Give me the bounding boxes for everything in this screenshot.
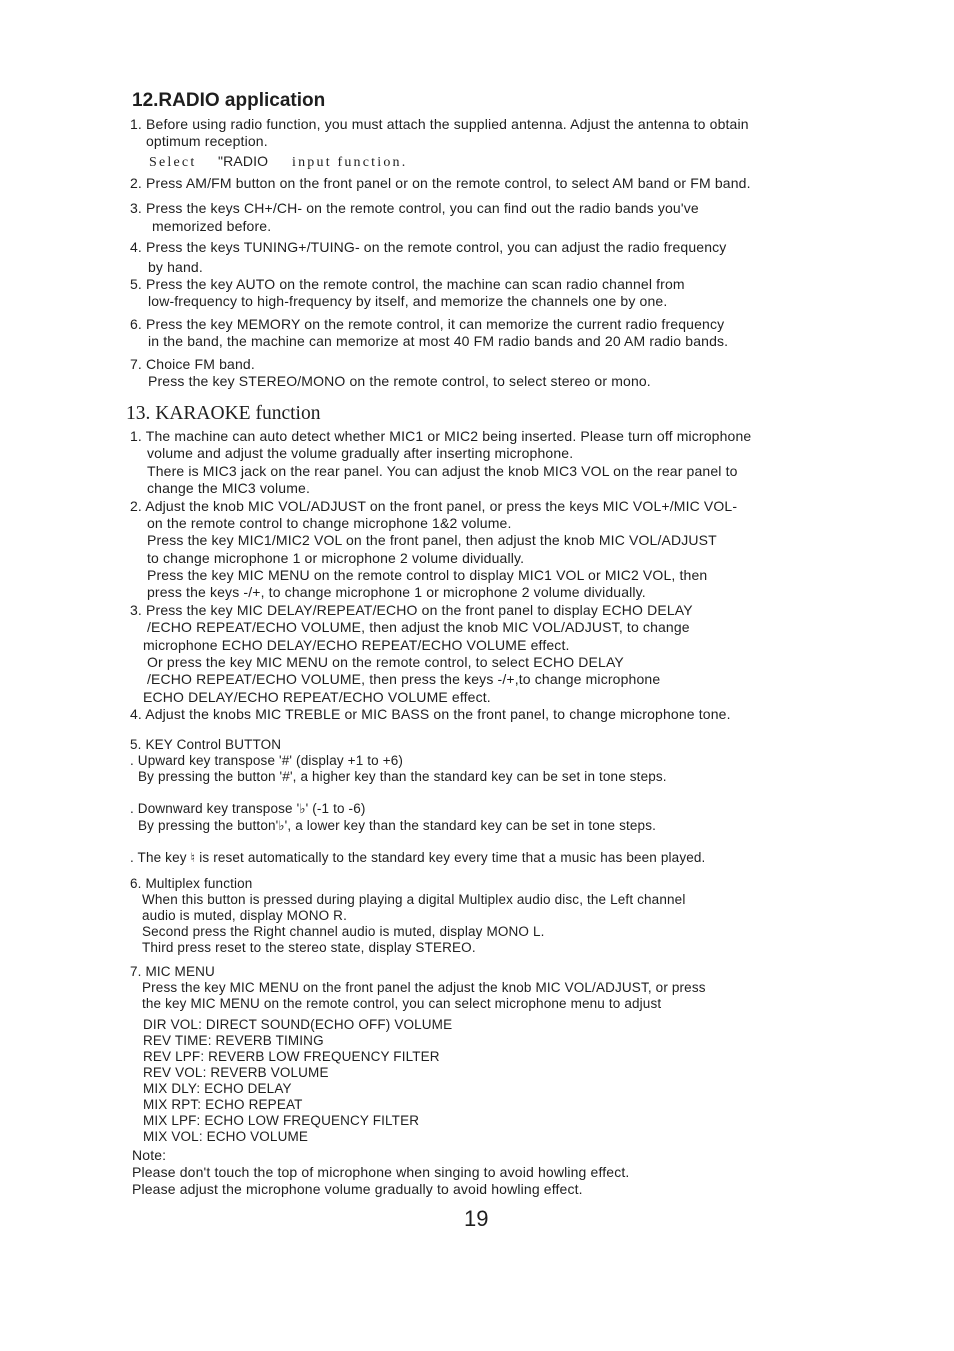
note-line-1: Please don't touch the top of microphone when singing to avoid howling effect. (132, 1164, 630, 1180)
page-number: 19 (464, 1206, 489, 1231)
flat-icon: ♭ (299, 802, 306, 817)
key-down-desc: By pressing the button'♭', a lower key than the standard key can be set in tone steps. (138, 818, 657, 834)
karaoke-line-15: /ECHO REPEAT/ECHO VOLUME, then press the keys -/+,to change microphone (147, 671, 661, 687)
radio-line-10: 6. Press the key MEMORY on the remote control, it can memorize the current radio frequency (130, 316, 725, 332)
key-reset-line: . The key ♮ is reset automatically to the standard key every time that a music has been played. (130, 850, 706, 866)
radio-select-input: input function. (292, 155, 408, 170)
mic-menu-item-4: REV VOL: REVERB VOLUME (143, 1065, 329, 1080)
radio-select-radio: "RADIO (218, 153, 269, 169)
sharp-icon: # (281, 753, 290, 768)
radio-line-9: low-frequency to high-frequency by itself, and memorize the channels one by one. (148, 293, 668, 309)
radio-line-11: in the band, the machine can memorize at most 40 FM radio bands and 20 AM radio bands. (148, 333, 729, 349)
radio-line-13: Press the key STEREO/MONO on the remote control, to select stereo or mono. (148, 373, 651, 389)
radio-line-6: 4. Press the keys TUNING+/TUING- on the remote control, you can adjust the radio frequency (130, 239, 727, 255)
sharp-icon: # (282, 769, 290, 784)
radio-line-3: 2. Press AM/FM button on the front panel or on the remote control, to select AM band or FM band. (130, 175, 751, 191)
karaoke-line-17: 4. Adjust the knobs MIC TREBLE or MIC BASS on the front panel, to change microphone tone. (130, 706, 731, 722)
karaoke-line-11: 3. Press the key MIC DELAY/REPEAT/ECHO on the front panel to display ECHO DELAY (130, 602, 693, 618)
karaoke-line-10: press the keys -/+, to change microphone 1 or microphone 2 volume dividually. (147, 584, 646, 600)
note-line-2: Please adjust the microphone volume gradually to avoid howling effect. (132, 1181, 583, 1197)
mic-menu-line-2: Press the key MIC MENU on the front panel the adjust the knob MIC VOL/ADJUST, or press (142, 980, 706, 995)
multiplex-line-2: When this button is pressed during playing a digital Multiplex audio disc, the Left channel (142, 892, 686, 907)
karaoke-line-1: 1. The machine can auto detect whether MIC1 or MIC2 being inserted. Please turn off microphone (130, 428, 752, 444)
karaoke-heading: 13. KARAOKE function (126, 403, 321, 424)
radio-line-2: optimum reception. (146, 133, 268, 149)
key-control-title: 5. KEY Control BUTTON (130, 737, 282, 752)
radio-line-7: by hand. (148, 259, 203, 275)
key-up-line: . Upward key transpose '#' (display +1 to +6) (130, 753, 404, 768)
multiplex-line-4: Second press the Right channel audio is muted, display MONO L. (142, 924, 545, 939)
karaoke-line-14: Or press the key MIC MENU on the remote control, to select ECHO DELAY (147, 654, 624, 670)
multiplex-line-3: audio is muted, display MONO R. (142, 908, 347, 923)
multiplex-line-1: 6. Multiplex function (130, 876, 253, 891)
mic-menu-item-8: MIX VOL: ECHO VOLUME (143, 1129, 309, 1144)
karaoke-line-6: on the remote control to change microphone 1&2 volume. (147, 515, 512, 531)
karaoke-line-3: There is MIC3 jack on the rear panel. You can adjust the knob MIC3 VOL on the rear panel to (147, 463, 738, 479)
karaoke-line-5: 2. Adjust the knob MIC VOL/ADJUST on the front panel, or press the keys MIC VOL+/MIC VOL- (130, 498, 738, 514)
karaoke-line-7: Press the key MIC1/MIC2 VOL on the front panel, then adjust the knob MIC VOL/ADJUST (147, 532, 717, 548)
karaoke-line-12: /ECHO REPEAT/ECHO VOLUME, then adjust the knob MIC VOL/ADJUST, to change (147, 619, 690, 635)
karaoke-line-9: Press the key MIC MENU on the remote control to display MIC1 VOL or MIC2 VOL, then (147, 567, 708, 583)
mic-menu-item-1: DIR VOL: DIRECT SOUND(ECHO OFF) VOLUME (143, 1017, 453, 1032)
mic-menu-line-1: 7. MIC MENU (130, 964, 215, 979)
radio-line-12: 7. Choice FM band. (130, 356, 255, 372)
radio-select-word: Select (149, 155, 197, 170)
radio-line-5: memorized before. (152, 218, 272, 234)
mic-menu-item-2: REV TIME: REVERB TIMING (143, 1033, 324, 1048)
radio-heading: 12.RADIO application (132, 90, 326, 111)
mic-menu-item-7: MIX LPF: ECHO LOW FREQUENCY FILTER (143, 1113, 420, 1128)
radio-line-1: 1. Before using radio function, you must attach the supplied antenna. Adjust the antenna to obtain (130, 116, 749, 132)
key-up-desc: By pressing the button '#', a higher key than the standard key can be set in tone steps. (138, 769, 667, 784)
mic-menu-item-6: MIX RPT: ECHO REPEAT (143, 1097, 303, 1112)
karaoke-line-13: microphone ECHO DELAY/ECHO REPEAT/ECHO VOLUME effect. (143, 637, 570, 653)
radio-line-4: 3. Press the keys CH+/CH- on the remote control, you can find out the radio bands you've (130, 200, 699, 216)
radio-line-8: 5. Press the key AUTO on the remote control, the machine can scan radio channel from (130, 276, 685, 292)
flat-icon: ♭ (278, 819, 285, 834)
mic-menu-item-3: REV LPF: REVERB LOW FREQUENCY FILTER (143, 1049, 440, 1064)
mic-menu-item-5: MIX DLY: ECHO DELAY (143, 1081, 292, 1096)
key-down-line: . Downward key transpose '♭' (-1 to -6) (130, 801, 366, 817)
mic-menu-line-3: the key MIC MENU on the remote control, you can select microphone menu to adjust (142, 996, 662, 1011)
karaoke-line-4: change the MIC3 volume. (147, 480, 310, 496)
natural-icon: ♮ (190, 851, 196, 866)
karaoke-line-8: to change microphone 1 or microphone 2 volume dividually. (147, 550, 525, 566)
karaoke-line-16: ECHO DELAY/ECHO REPEAT/ECHO VOLUME effect. (143, 689, 491, 705)
note-label: Note: (132, 1147, 167, 1163)
multiplex-line-5: Third press reset to the stereo state, display STEREO. (142, 940, 476, 955)
karaoke-line-2: volume and adjust the volume gradually after inserting microphone. (147, 445, 574, 461)
